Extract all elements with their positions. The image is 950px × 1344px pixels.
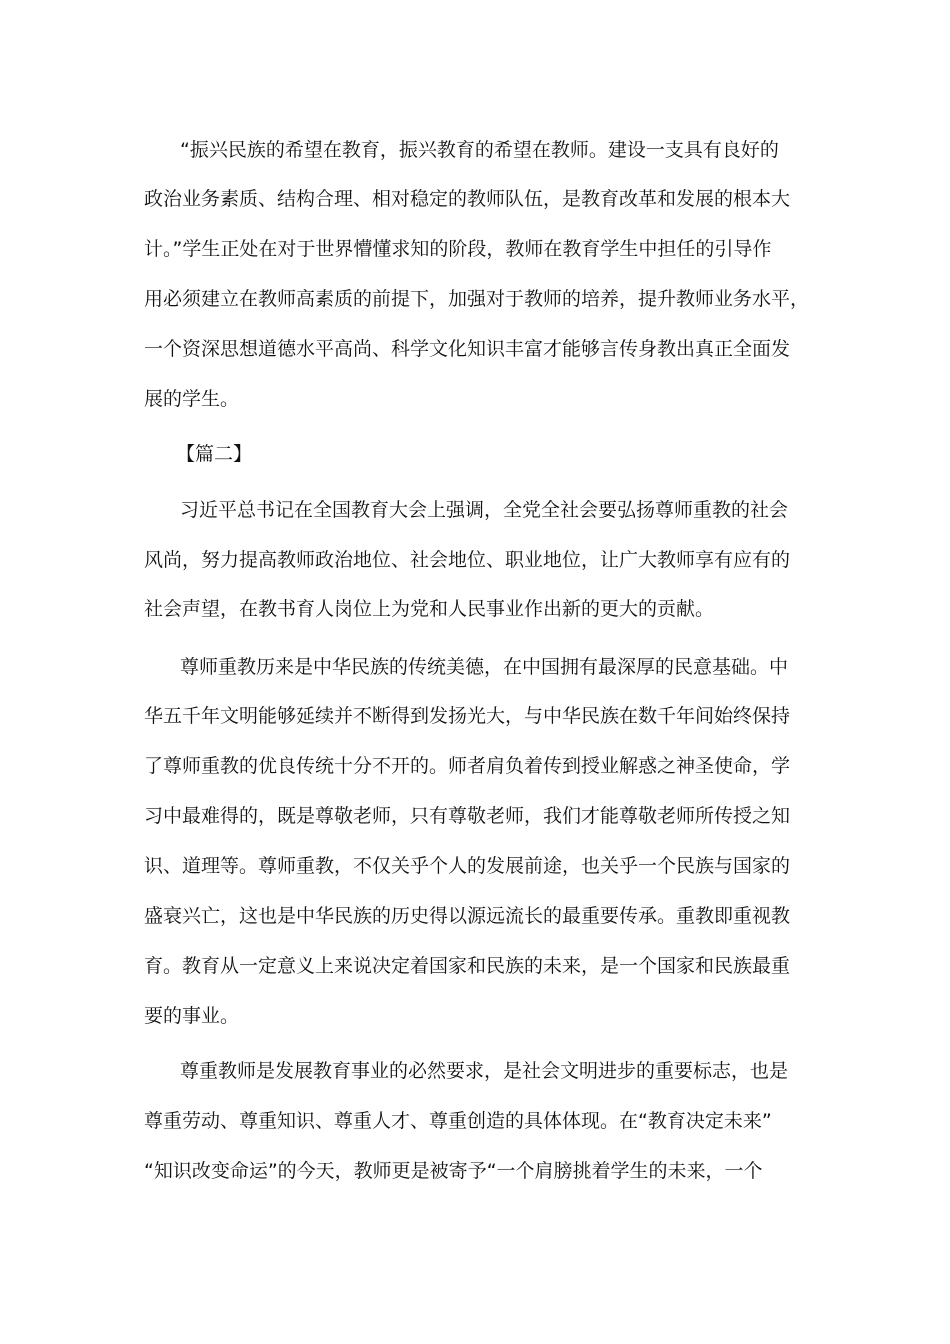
paragraph-1-line-3: 计。”学生正处在对于世界懵懂求知的阶段，教师在教育学生中担任的引导作 (144, 238, 772, 260)
paragraph-2-line-3: 社会声望，在教书育人岗位上为党和人民事业作出新的更大的贡献。 (144, 598, 715, 620)
paragraph-4-line-3: “知识改变命运”的今天，教师更是被寄予“一个肩膀挑着学生的未来，一个 (144, 1160, 763, 1182)
paragraph-3-line-4: 习中最难得的，既是尊敬老师，只有尊敬老师，我们才能尊敬老师所传授之知 (144, 805, 791, 827)
paragraph-1-line-4: 用必须建立在教师高素质的前提下，加强对于教师的培养，提升教师业务水平， (144, 288, 810, 310)
paragraph-1-line-2: 政治业务素质、结构合理、相对稳定的教师队伍，是教育改革和发展的根本大 (144, 188, 791, 210)
paragraph-1-line-5: 一个资深思想道德水平高尚、科学文化知识丰富才能够言传身教出真正全面发 (144, 338, 791, 360)
paragraph-4-line-2: 尊重劳动、尊重知识、尊重人才、尊重创造的具体体现。在“教育决定未来” (144, 1110, 772, 1132)
paragraph-3-line-6: 盛衰兴亡，这也是中华民族的历史得以源远流长的最重要传承。重教即重视教 (144, 905, 791, 927)
paragraph-3-line-2: 华五千年文明能够延续并不断得到发扬光大，与中华民族在数千年间始终保持 (144, 705, 791, 727)
paragraph-1-line-6: 展的学生。 (144, 388, 240, 410)
section-heading: 【篇二】 (176, 443, 253, 465)
paragraph-2-line-2: 风尚，努力提高教师政治地位、社会地位、职业地位，让广大教师享有应有的 (144, 549, 791, 571)
paragraph-3-line-8: 要的事业。 (144, 1005, 240, 1027)
paragraph-3-line-1: 尊师重教历来是中华民族的传统美德，在中国拥有最深厚的民意基础。中 (180, 656, 789, 678)
paragraph-3-line-5: 识、道理等。尊师重教，不仅关乎个人的发展前途，也关乎一个民族与国家的 (144, 855, 791, 877)
paragraph-3-line-3: 了尊师重教的优良传统十分不开的。师者肩负着传到授业解惑之神圣使命，学 (144, 755, 791, 777)
paragraph-2-line-1: 习近平总书记在全国教育大会上强调，全党全社会要弘扬尊师重教的社会 (180, 499, 789, 521)
paragraph-4-line-1: 尊重教师是发展教育事业的必然要求，是社会文明进步的重要标志，也是 (180, 1060, 789, 1082)
paragraph-1-line-1: “振兴民族的希望在教育，振兴教育的希望在教师。建设一支具有良好的 (180, 139, 779, 161)
paragraph-3-line-7: 育。教育从一定意义上来说决定着国家和民族的未来，是一个国家和民族最重 (144, 955, 791, 977)
